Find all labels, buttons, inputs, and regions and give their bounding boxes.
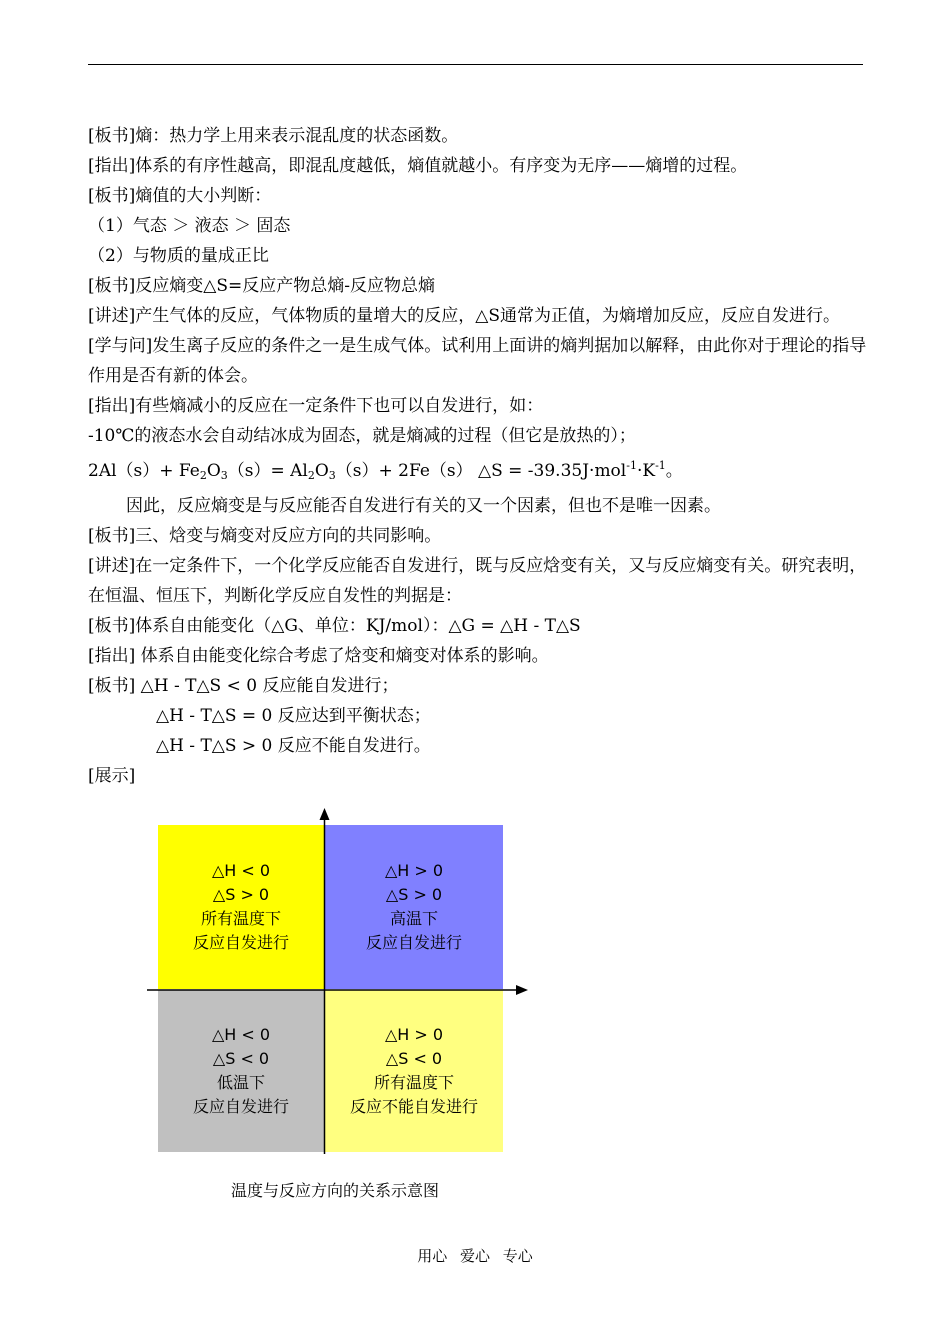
text-line: [板书]熵：热力学上用来表示混乱度的状态函数。 — [88, 126, 459, 146]
eq-subscript: 2 — [199, 469, 207, 482]
text-paragraph: [讲述]在一定条件下，一个化学反应能否自发进行，既与反应焓变有关，又与反应熵变有关。研究表明，在恒温、恒压下，判断化学反应自发性的判据是： — [88, 556, 867, 606]
quadrant-line: △H < 0 — [211, 861, 271, 880]
eq-superscript: -1 — [626, 459, 637, 472]
lesson-text — [88, 121, 868, 791]
quadrant-line: 高温下 — [389, 909, 438, 928]
quadrant-line: 低温下 — [216, 1073, 265, 1092]
quadrant-line: △H < 0 — [211, 1025, 271, 1044]
diagram-caption: 温度与反应方向的关系示意图 — [230, 1181, 439, 1200]
text-paragraph: [讲述]产生气体的反应，气体物质的量增大的反应，△S通常为正值，为熵增加反应，反应自发进行。 — [88, 306, 840, 326]
text-line: [指出] 体系自由能变化综合考虑了焓变和熵变对体系的影响。 — [88, 646, 549, 666]
text-line: [板书]体系自由能变化（△G、单位：KJ/mol）：△G = △H - T△S — [88, 616, 581, 636]
eq-subscript: 3 — [328, 469, 336, 482]
text-line: [板书] △H - T△S < 0 反应能自发进行； — [88, 676, 399, 696]
text-line: [指出]有些熵减小的反应在一定条件下也可以自发进行，如： — [88, 396, 544, 416]
quadrant-line: △H > 0 — [384, 861, 444, 880]
text-line: （2）与物质的量成正比 — [88, 246, 269, 266]
vertical-axis-arrow-icon — [320, 808, 330, 820]
quadrant-line: △S > 0 — [212, 885, 270, 904]
eq-part: （s）= Al — [227, 461, 308, 481]
eq-part: ·K — [636, 461, 656, 481]
eq-subscript: 2 — [307, 469, 315, 482]
page-footer: 用心 爱心 专心 — [417, 1247, 533, 1265]
quadrant-line: △S < 0 — [212, 1049, 270, 1068]
quadrant-line: 反应自发进行 — [365, 933, 462, 952]
text-line: [指出]体系的有序性越高，即混乱度越低，熵值就越小。有序变为无序——熵增的过程。 — [88, 156, 748, 176]
text-paragraph: [学与问]发生离子反应的条件之一是生成气体。试利用上面讲的熵判据加以解释，由此你对于理论的指导作用是否有新的体会。 — [88, 336, 867, 386]
chemical-equation — [88, 451, 868, 491]
eq-subscript: 3 — [220, 469, 228, 482]
quadrant-line: 反应自发进行 — [192, 933, 289, 952]
text-line: [板书]三、焓变与熵变对反应方向的共同影响。 — [88, 526, 442, 546]
eq-part: 。 — [665, 461, 683, 481]
horizontal-axis-arrow-icon — [516, 985, 528, 995]
quadrant-line: △S > 0 — [385, 885, 443, 904]
eq-part: O — [206, 461, 221, 481]
quadrant-line: 反应自发进行 — [192, 1097, 289, 1116]
quadrant-line: △H > 0 — [384, 1025, 444, 1044]
quadrant-line: 所有温度下 — [373, 1073, 454, 1092]
eq-part: 2Al（s）+ Fe — [88, 461, 200, 481]
text-line: （1）气态 ＞ 液态 ＞ 固态 — [88, 216, 291, 236]
text-line: △H - T△S = 0 反应达到平衡状态； — [156, 706, 431, 726]
axes — [145, 808, 535, 1168]
quadrant-line: 所有温度下 — [200, 909, 281, 928]
quadrant-diagram — [145, 808, 535, 1198]
eq-superscript: -1 — [655, 459, 666, 472]
text-line: △H - T△S > 0 反应不能自发进行。 — [156, 736, 431, 756]
text-line: [板书]熵值的大小判断： — [88, 186, 272, 206]
eq-part: O — [314, 461, 329, 481]
text-line: -10℃的液态水会自动结冰成为固态，就是熵减的过程（但它是放热的）； — [88, 426, 636, 446]
text-line: 因此，反应熵变是与反应能否自发进行有关的又一个因素，但也不是唯一因素。 — [126, 496, 721, 516]
text-line: [板书]反应熵变△S=反应产物总熵-反应物总熵 — [88, 276, 435, 296]
quadrant-line: △S < 0 — [385, 1049, 443, 1068]
quadrant-line: 反应不能自发进行 — [349, 1097, 478, 1116]
text-line: [展示] — [88, 766, 136, 786]
eq-part: （s）+ 2Fe（s） △S = -39.35J·mol — [335, 461, 627, 481]
header-rule — [88, 64, 863, 65]
